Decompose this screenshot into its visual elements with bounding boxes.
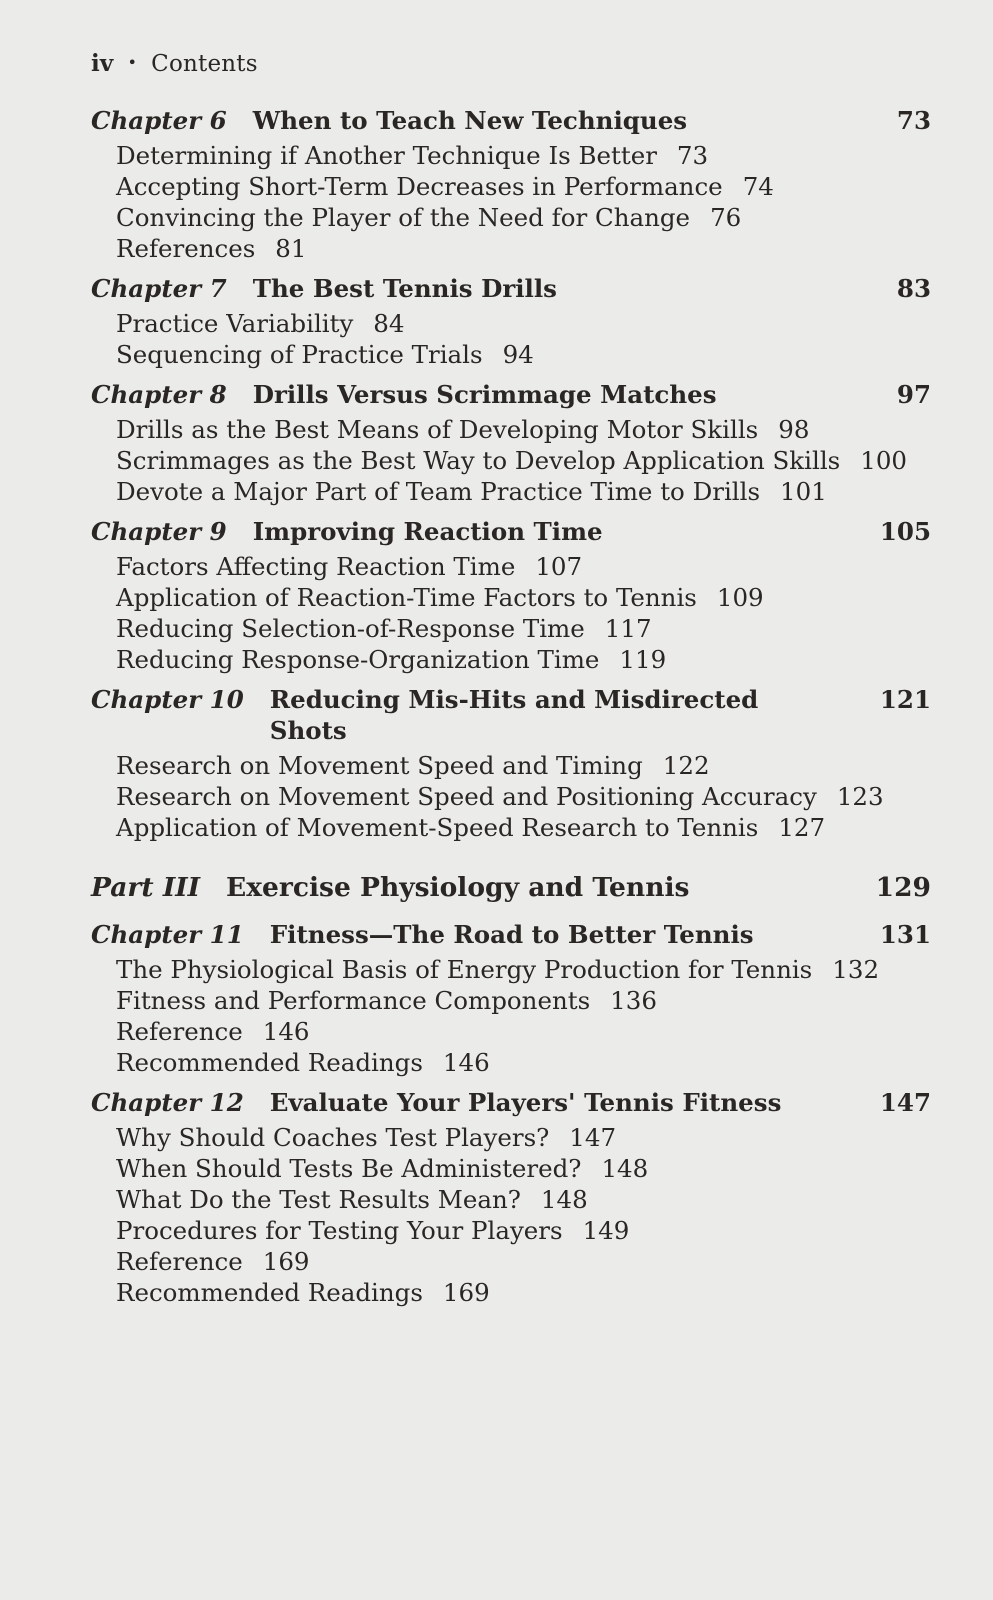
toc-entry: [116, 1122, 931, 1153]
entry-list: [116, 140, 931, 264]
chapter-block: [91, 105, 931, 264]
entry-title: What Do the Test Results Mean?: [116, 1185, 521, 1214]
entry-list: [116, 308, 931, 370]
entry-page-number: 84: [373, 309, 405, 338]
entry-list: [116, 954, 931, 1078]
chapter-heading: [91, 516, 931, 547]
chapter-page-number: 97: [896, 380, 931, 409]
chapter-block: [91, 379, 931, 507]
table-of-contents: [91, 105, 931, 1317]
chapter-label: Chapter 7: [91, 274, 227, 303]
chapter-title: Reducing Mis-Hits and Misdirected Shots: [269, 685, 759, 745]
chapter-title: Evaluate Your Players' Tennis Fitness: [269, 1088, 782, 1117]
chapter-page-number: 131: [879, 920, 931, 949]
entry-title: Factors Affecting Reaction Time: [116, 552, 516, 581]
running-head: [91, 50, 258, 77]
chapter-label: Chapter 12: [91, 1088, 244, 1117]
entry-page-number: 127: [778, 813, 826, 842]
entry-title: References: [116, 234, 256, 263]
entry-list: [116, 414, 931, 507]
entry-page-number: 100: [860, 446, 907, 475]
toc-entry: [116, 781, 931, 812]
toc-entry: [116, 414, 931, 445]
entry-page-number: 132: [832, 955, 880, 984]
entry-page-number: 119: [619, 645, 667, 674]
entry-page-number: 149: [582, 1216, 630, 1245]
chapter-title: The Best Tennis Drills: [252, 274, 557, 303]
entry-title: Research on Movement Speed and Positioning Accuracy: [116, 782, 817, 811]
chapter-heading: [91, 919, 931, 950]
entry-title: Determining if Another Technique Is Better: [116, 141, 657, 170]
chapter-page-number: 121: [879, 685, 931, 714]
chapter-label: Chapter 8: [91, 380, 227, 409]
entry-list: [116, 750, 931, 843]
part-label: Part III: [91, 872, 201, 903]
bullet-separator: •: [127, 53, 138, 72]
toc-entry: [116, 1184, 931, 1215]
entry-title: Application of Reaction-Time Factors to Tennis: [116, 583, 697, 612]
entry-page-number: 169: [262, 1247, 310, 1276]
entry-page-number: 117: [604, 614, 652, 643]
toc-entry: [116, 476, 931, 507]
entry-page-number: 146: [442, 1048, 490, 1077]
entry-title: The Physiological Basis of Energy Production for Tennis: [116, 955, 813, 984]
toc-entry: [116, 445, 931, 476]
toc-entry: [116, 644, 931, 675]
toc-entry: [116, 985, 931, 1016]
entry-page-number: 94: [502, 340, 534, 369]
toc-entry: [116, 1047, 931, 1078]
entry-page-number: 107: [535, 552, 583, 581]
entry-page-number: 122: [662, 751, 710, 780]
chapter-block: [91, 684, 931, 843]
toc-entry: [116, 551, 931, 582]
entry-title: Drills as the Best Means of Developing Motor Skills: [116, 415, 759, 444]
entry-page-number: 123: [836, 782, 884, 811]
chapter-title: Drills Versus Scrimmage Matches: [252, 380, 717, 409]
chapter-page-number: 147: [879, 1088, 931, 1117]
entry-title: When Should Tests Be Administered?: [116, 1154, 582, 1183]
chapter-title: Improving Reaction Time: [252, 517, 603, 546]
entry-title: Reducing Response-Organization Time: [116, 645, 600, 674]
part-heading: [91, 871, 931, 905]
toc-entry: [116, 308, 931, 339]
chapter-heading: [91, 379, 931, 410]
entry-list: [116, 551, 931, 675]
entry-page-number: 81: [275, 234, 307, 263]
entry-page-number: 147: [569, 1123, 617, 1152]
toc-entry: [116, 1215, 931, 1246]
part-title: Exercise Physiology and Tennis: [226, 872, 690, 903]
entry-page-number: 146: [262, 1017, 310, 1046]
running-head-section: Contents: [151, 51, 258, 77]
chapter-page-number: 73: [896, 106, 931, 135]
toc-entry: [116, 1277, 931, 1308]
chapter-label: Chapter 9: [91, 517, 227, 546]
chapter-page-number: 83: [896, 274, 931, 303]
toc-entry: [116, 613, 931, 644]
entry-page-number: 73: [676, 141, 709, 170]
entry-title: Procedures for Testing Your Players: [116, 1216, 563, 1245]
entry-list: [116, 1122, 931, 1308]
toc-entry: [116, 1246, 931, 1277]
toc-entry: [116, 954, 931, 985]
chapter-block: [91, 516, 931, 675]
chapter-heading: [91, 1087, 931, 1118]
toc-entry: [116, 171, 931, 202]
toc-entry: [116, 339, 931, 370]
chapter-label: Chapter 11: [91, 920, 244, 949]
toc-entry: [116, 750, 931, 781]
chapter-heading: [91, 273, 931, 304]
entry-page-number: 76: [710, 203, 742, 232]
entry-title: Accepting Short-Term Decreases in Performance: [116, 172, 723, 201]
entry-title: Reference: [116, 1017, 243, 1046]
chapter-block: [91, 1087, 931, 1308]
entry-title: Devote a Major Part of Team Practice Time to Drills: [116, 477, 761, 506]
chapter-label: Chapter 6: [91, 106, 227, 135]
part-heading-block: [91, 871, 931, 905]
chapter-heading: [91, 684, 931, 746]
entry-page-number: 136: [610, 986, 657, 1015]
entry-page-number: 148: [540, 1185, 588, 1214]
entry-page-number: 109: [716, 583, 764, 612]
entry-title: Application of Movement-Speed Research to Tennis: [116, 813, 759, 842]
chapter-title: Fitness—The Road to Better Tennis: [269, 920, 754, 949]
toc-entry: [116, 233, 931, 264]
toc-entry: [116, 202, 931, 233]
chapter-page-number: 105: [879, 517, 931, 546]
chapter-heading: [91, 105, 931, 136]
toc-entry: [116, 1153, 931, 1184]
entry-page-number: 74: [742, 172, 774, 201]
toc-entry: [116, 582, 931, 613]
entry-title: Recommended Readings: [116, 1048, 423, 1077]
entry-page-number: 148: [601, 1154, 649, 1183]
entry-title: Why Should Coaches Test Players?: [116, 1123, 550, 1152]
toc-entry: [116, 812, 931, 843]
entry-title: Scrimmages as the Best Way to Develop Application Skills: [116, 446, 841, 475]
chapter-block: [91, 273, 931, 370]
page-number: iv: [91, 50, 114, 77]
entry-page-number: 98: [778, 415, 810, 444]
entry-title: Research on Movement Speed and Timing: [116, 751, 643, 780]
chapter-block: [91, 919, 931, 1078]
chapter-title: When to Teach New Techniques: [252, 106, 688, 135]
entry-title: Convincing the Player of the Need for Change: [116, 203, 691, 232]
entry-title: Reference: [116, 1247, 243, 1276]
entry-title: Practice Variability: [116, 309, 354, 338]
toc-entry: [116, 1016, 931, 1047]
entry-title: Sequencing of Practice Trials: [116, 340, 483, 369]
entry-title: Recommended Readings: [116, 1278, 423, 1307]
entry-page-number: 101: [780, 477, 827, 506]
entry-page-number: 169: [442, 1278, 490, 1307]
chapter-label: Chapter 10: [91, 685, 244, 714]
toc-entry: [116, 140, 931, 171]
entry-title: Reducing Selection-of-Response Time: [116, 614, 585, 643]
part-page-number: 129: [875, 872, 931, 903]
entry-title: Fitness and Performance Components: [116, 986, 591, 1015]
